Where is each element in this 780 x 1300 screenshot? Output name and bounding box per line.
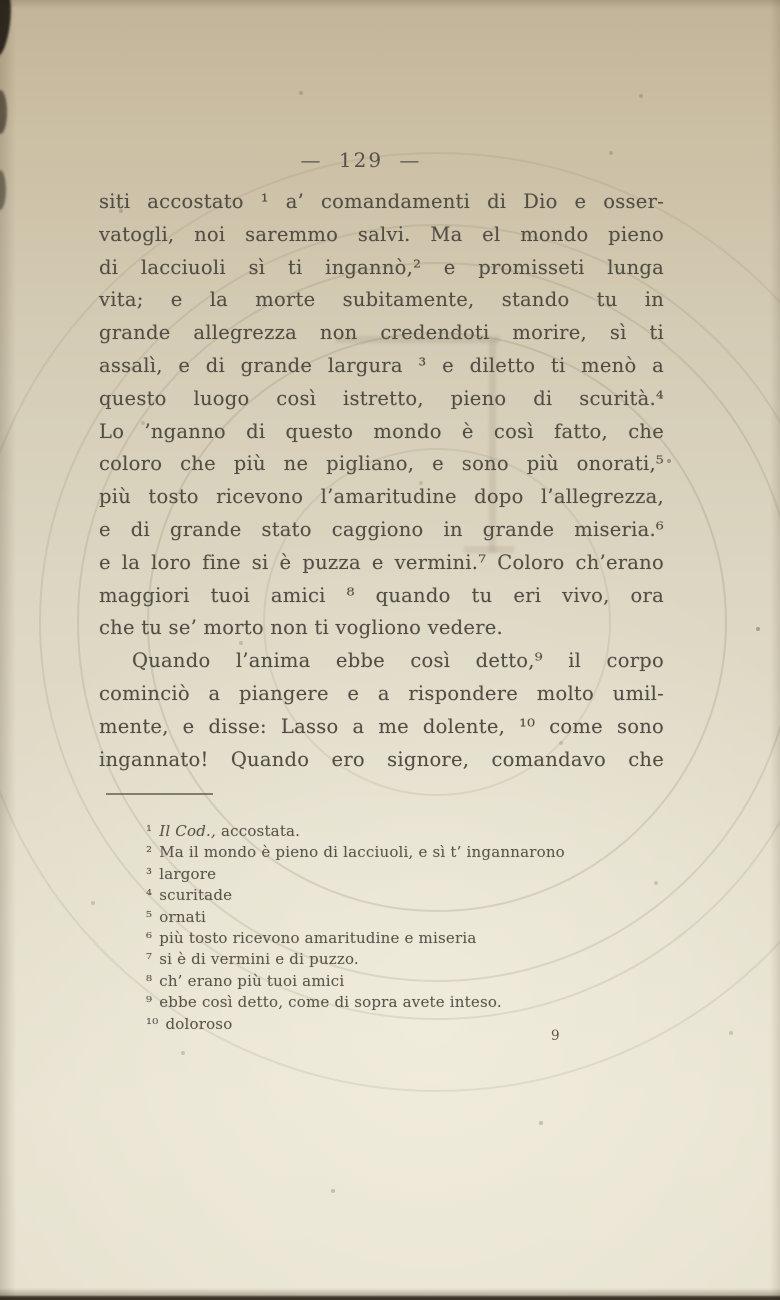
footnote-text: più tosto ricevono amaritudine e miseria bbox=[159, 929, 477, 948]
scan-edge-bottom bbox=[0, 1288, 780, 1300]
text-line: cominciò a piangere e a rispondere molto umil- bbox=[99, 681, 664, 705]
text-line: di lacciuoli sì ti ingannò,² e promisseti lunga bbox=[99, 255, 664, 279]
footnote bbox=[146, 928, 706, 949]
footnote bbox=[146, 949, 706, 970]
footnote bbox=[146, 821, 706, 842]
text-line: vatogli, noi saremmo salvi. Ma el mondo pieno bbox=[99, 222, 664, 246]
text-line: mente, e disse: Lasso a me dolente, ¹⁰ come sono bbox=[99, 714, 664, 738]
footnote-marker: ⁴ bbox=[146, 886, 153, 905]
footnote-text: scuritade bbox=[159, 886, 233, 905]
page-edge-shadow-right bbox=[770, 0, 780, 1300]
text-line: grande allegrezza non credendoti morire, sì ti bbox=[99, 321, 664, 345]
footnote-marker: ⁸ bbox=[146, 971, 153, 990]
text-line: e di grande stato caggiono in grande miseria.⁶ bbox=[99, 517, 664, 541]
footnote-marker: ¹ bbox=[146, 822, 153, 840]
footnote-text: Ma il mondo è pieno di lacciuoli, e sì t’ ingannarono bbox=[159, 843, 565, 862]
text-line: siti accostato ¹ a’ comandamenti di Dio e osser- bbox=[99, 190, 664, 213]
footnote bbox=[146, 864, 706, 885]
footnote-separator bbox=[106, 793, 213, 795]
footnote-marker: ⁵ bbox=[146, 907, 153, 926]
text-line-paragraph-end: che tu se’ morto non ti vogliono vedere. bbox=[99, 616, 503, 640]
footnote-text: doloroso bbox=[165, 1014, 233, 1033]
footnote-source-abbrev: Il Cod., bbox=[159, 822, 216, 840]
footnotes bbox=[146, 821, 706, 1035]
text-line: maggiori tuoi amici ⁸ quando tu eri vivo, ora bbox=[99, 583, 664, 607]
text-line: ingannato! Quando ero signore, comandavo che bbox=[99, 747, 664, 771]
footnote-text: ebbe così detto, come di sopra avete inteso. bbox=[159, 993, 502, 1012]
footnote-marker: ⁷ bbox=[146, 950, 153, 969]
text-line-paragraph-start: Quando l’anima ebbe così detto,⁹ il corpo bbox=[132, 649, 664, 673]
footnote-marker: ³ bbox=[146, 864, 153, 883]
text-line: coloro che più ne pigliano, e sono più onorati,⁵ bbox=[99, 452, 664, 476]
page-edge-shadow-top bbox=[0, 0, 780, 9]
footnote-marker: ⁶ bbox=[146, 929, 153, 948]
footnote-text: ch’ erano più tuoi amici bbox=[159, 971, 345, 990]
footnote bbox=[146, 971, 706, 992]
text-line: assalì, e di grande largura ³ e diletto ti menò a bbox=[99, 353, 664, 377]
text-line: e la loro fine si è puzza e vermini.⁷ Coloro ch’erano bbox=[99, 550, 664, 574]
footnote-text: accostata. bbox=[220, 822, 301, 840]
footnote-text: ornati bbox=[159, 907, 207, 926]
footnote-text: largore bbox=[159, 864, 217, 883]
text-line: Lo ’nganno di questo mondo è così fatto, che bbox=[99, 419, 664, 443]
paper-specks bbox=[0, 0, 2, 2]
text-line: vita; e la morte subitamente, stando tu in bbox=[99, 288, 664, 312]
text-line: più tosto ricevono l’amaritudine dopo l’allegrezza, bbox=[99, 485, 664, 509]
footnote bbox=[146, 907, 706, 928]
footnote bbox=[146, 1014, 706, 1035]
footnote-text: si è di vermini e di puzzo. bbox=[159, 950, 359, 969]
footnote bbox=[146, 992, 706, 1013]
footnote-marker: ⁹ bbox=[146, 993, 153, 1012]
body-text bbox=[99, 186, 664, 776]
footnote bbox=[146, 885, 706, 906]
text-line: questo luogo così istretto, pieno di scurità.⁴ bbox=[99, 386, 664, 410]
signature-mark: 9 bbox=[551, 1028, 560, 1044]
footnote bbox=[146, 842, 706, 863]
footnote-marker: ² bbox=[146, 843, 153, 862]
footnote-marker: ¹⁰ bbox=[146, 1014, 159, 1033]
page-number: — 129 — bbox=[300, 148, 422, 172]
